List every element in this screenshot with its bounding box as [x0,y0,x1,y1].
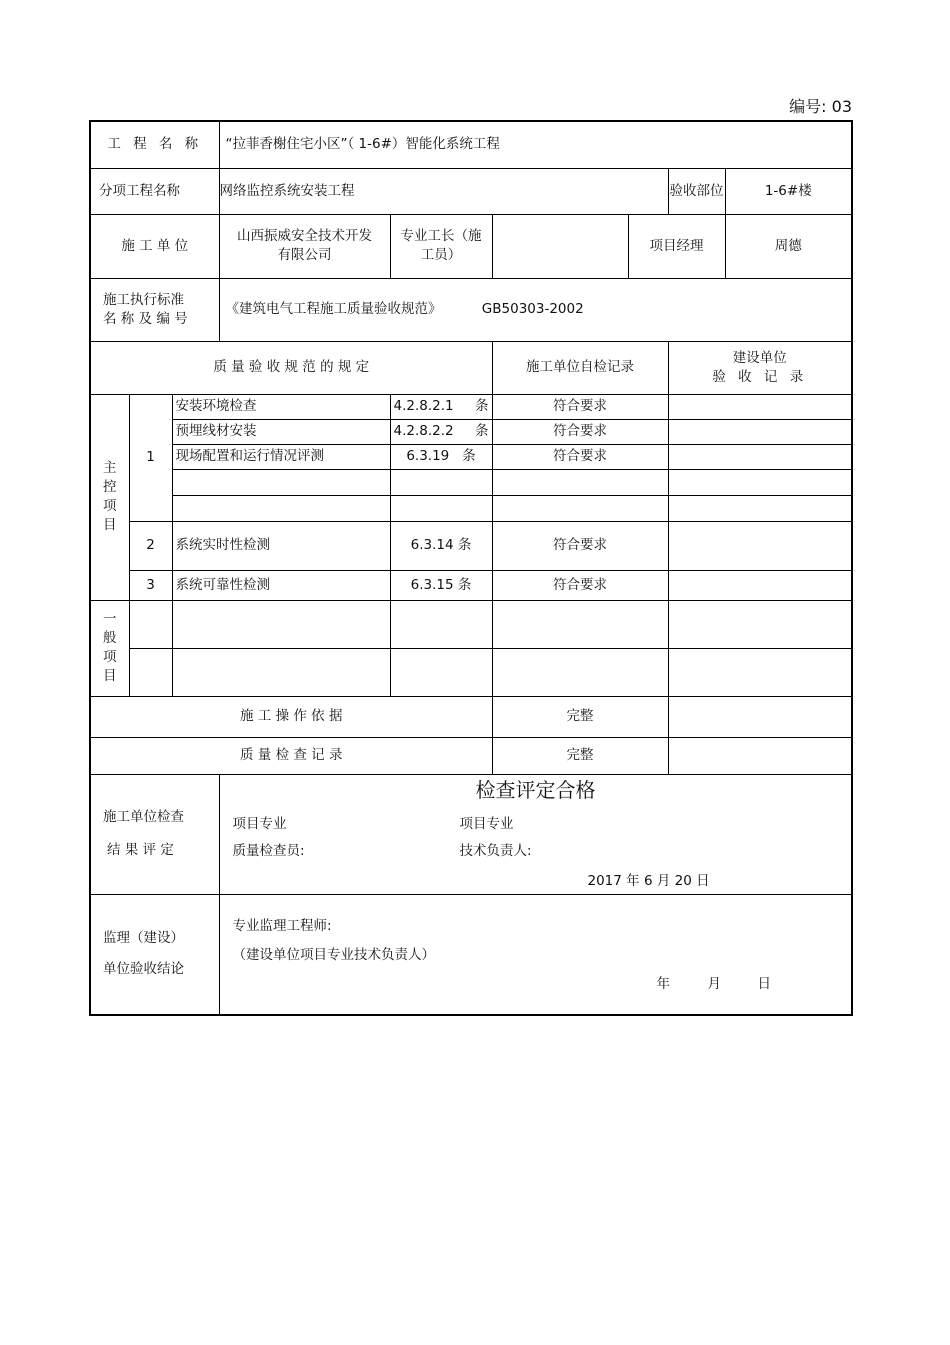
general-cell [129,600,172,648]
item-self-check: 符合要求 [492,394,668,419]
inspector-line2: 质量检查员: [232,842,305,859]
foreman-label: 专业工长（施工员） [390,214,492,278]
main-control-label [90,394,129,600]
item-owner-record [668,570,852,600]
general-cell [492,600,668,648]
item-clause: 4.2.8.2.2 条 [390,419,492,444]
acceptance-part-label: 验收部位 [668,168,725,214]
item-owner-record [668,495,852,521]
owner-record-header [668,341,852,394]
basis-owner [668,696,852,737]
supervisor-content [219,894,852,1015]
general-cell [172,600,390,648]
general-cell [668,600,852,648]
standard-label-line2: 名 称 及 编 号 [103,310,188,327]
item-name [172,469,390,495]
item-self-check: 符合要求 [492,521,668,570]
supervisor-label-line2: 单位验收结论 [103,961,184,978]
item-name: 系统实时性检测 [172,521,390,570]
basis-label: 施 工 操 作 依 据 [90,696,492,737]
group-number: 1 [129,394,172,521]
group-number: 2 [129,521,172,570]
item-name: 安装环境检查 [172,394,390,419]
quality-record-owner [668,737,852,774]
pm-label: 项目经理 [628,214,725,278]
standard-value [219,278,852,341]
item-self-check [492,469,668,495]
general-label [90,600,129,696]
item-owner-record [668,469,852,495]
standard-code: GB50303-2002 [481,301,584,317]
standard-label-line1: 施工执行标准 [103,291,184,308]
item-clause [390,469,492,495]
inspection-form [89,120,853,1016]
item-name: 现场配置和运行情况评测 [172,444,390,469]
item-clause: 6.3.15 条 [390,570,492,600]
general-char: 项 [103,649,117,665]
contractor-value: 山西振威安全技术开发有限公司 [219,214,390,278]
contractor-eval-content [219,774,852,894]
tech-line1: 项目专业 [459,815,514,832]
acceptance-part-value: 1-6#楼 [725,168,852,214]
self-check-header: 施工单位自检记录 [492,341,668,394]
general-cell [129,648,172,696]
subproject-label: 分项工程名称 [90,168,219,214]
general-cell [668,648,852,696]
project-name-label: 工 程 名 称 [90,121,219,168]
supervisor-label [90,894,219,1015]
owner-tech-lead: （建设单位项目专业技术负责人） [232,946,435,963]
basis-value: 完整 [492,696,668,737]
item-clause: 6.3.19 条 [390,444,492,469]
document-number: 编号: 03 [789,97,852,116]
main-control-char: 目 [103,517,117,533]
item-owner-record [668,444,852,469]
item-owner-record [668,419,852,444]
general-cell [390,600,492,648]
item-self-check [492,495,668,521]
general-char: 般 [103,630,117,646]
standard-label [90,278,219,341]
subproject-value: 网络监控系统安装工程 [219,168,668,214]
item-name [172,495,390,521]
sign-month: 月 [707,975,721,992]
inspector-line1: 项目专业 [232,815,287,832]
project-name-value: “拉菲香榭住宅小区”（ 1-6#）智能化系统工程 [219,121,852,168]
item-self-check: 符合要求 [492,570,668,600]
quality-record-value: 完整 [492,737,668,774]
owner-header-line2: 验 收 记 录 [712,368,808,385]
owner-header-line1: 建设单位 [732,349,787,366]
main-control-char: 控 [103,479,117,495]
item-name: 预埋线材安装 [172,419,390,444]
item-self-check: 符合要求 [492,419,668,444]
sign-day: 日 [757,975,771,992]
pm-value: 周德 [725,214,852,278]
tech-line2: 技术负责人: [459,842,532,859]
general-cell [492,648,668,696]
item-self-check: 符合要求 [492,444,668,469]
spec-header: 质 量 验 收 规 范 的 规 定 [90,341,492,394]
contractor-eval-label [90,774,219,894]
general-char: 一 [103,611,117,627]
general-cell [172,648,390,696]
contractor-label: 施 工 单 位 [90,214,219,278]
group-number: 3 [129,570,172,600]
item-clause: 4.2.8.2.1 条 [390,394,492,419]
main-control-char: 主 [103,460,117,476]
general-cell [390,648,492,696]
eval-result: 检查评定合格 [475,777,596,802]
contractor-eval-label-line2: 结 果 评 定 [107,842,174,858]
supervisor-label-line1: 监理（建设） [103,930,184,947]
item-clause [390,495,492,521]
item-owner-record [668,394,852,419]
supervisor-engineer: 专业监理工程师: [232,917,332,934]
sign-year: 年 [656,975,670,992]
contractor-eval-label-line1: 施工单位检查 [103,809,184,825]
main-control-char: 项 [103,498,117,514]
general-char: 目 [103,668,117,684]
item-owner-record [668,521,852,570]
standard-name: 《建筑电气工程施工质量验收规范》 [225,301,442,317]
item-name: 系统可靠性检测 [172,570,390,600]
quality-record-label: 质 量 检 查 记 录 [90,737,492,774]
eval-date: 2017 年 6 月 20 日 [587,872,710,889]
foreman-value [492,214,628,278]
item-clause: 6.3.14 条 [390,521,492,570]
